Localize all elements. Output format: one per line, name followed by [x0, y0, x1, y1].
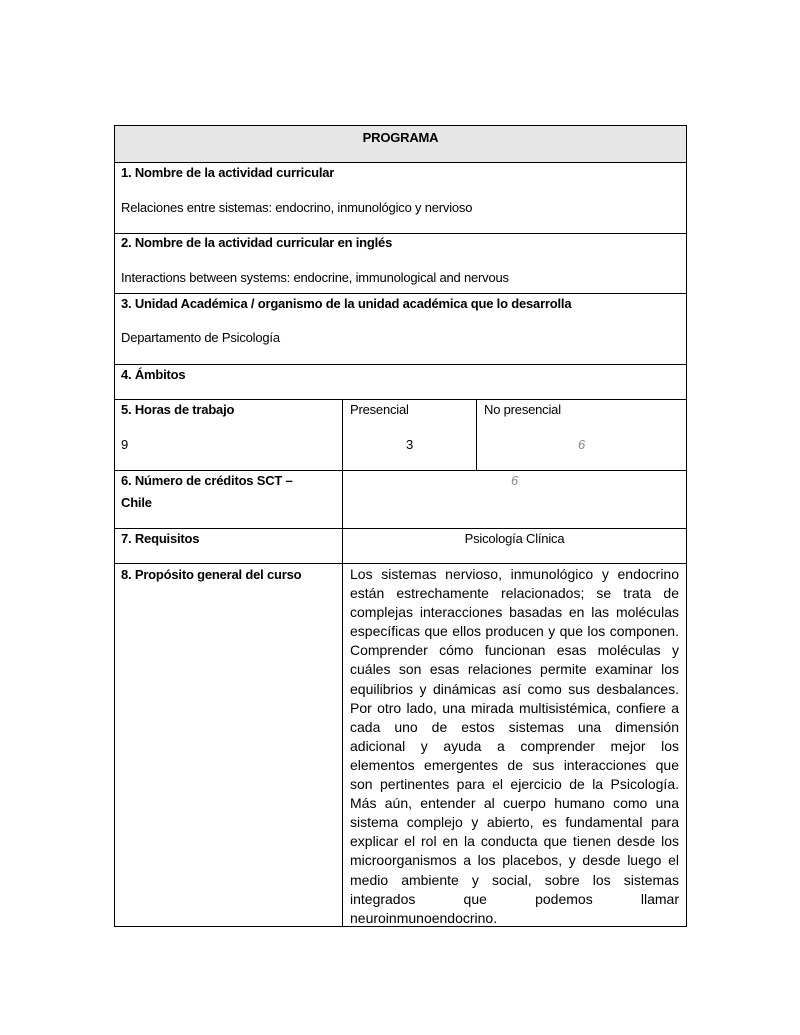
purpose-line: equilibrios y dinámicas así como sus desbalances. [350, 680, 679, 697]
no-presencial-hours: 6 [577, 437, 586, 452]
section-8-label: 8. Propósito general del curso [121, 567, 302, 582]
purpose-line: medio ambiente y social, sobre los sistemas [350, 871, 679, 888]
purpose-line: microorganismos a los placebos, y desde luego el [350, 852, 679, 869]
section-1-label: 1. Nombre de la actividad curricular [121, 165, 335, 180]
course-purpose-text [350, 565, 679, 928]
requirements-value: Psicología Clínica [464, 531, 565, 546]
purpose-line: Más aún, entender al cuerpo humano como una [350, 795, 679, 812]
purpose-line: Los sistemas nervioso, inmunológico y endocrino [350, 566, 679, 582]
no-presencial-label: No presencial [484, 402, 561, 417]
row-8-label-cell [114, 563, 343, 927]
purpose-line: son pertinentes para el ejercicio de la Psicología. [350, 776, 679, 793]
purpose-line: integrados que podemos llamar [350, 890, 679, 907]
section-4-label: 4. Ámbitos [121, 367, 186, 382]
row-4 [114, 364, 687, 400]
presencial-hours: 3 [405, 437, 414, 452]
section-3-label: 3. Unidad Académica / organismo de la unidad académica que lo desarrolla [121, 296, 572, 311]
section-2-label: 2. Nombre de la actividad curricular en inglés [121, 235, 393, 250]
section-3-value: Departamento de Psicología [121, 330, 280, 345]
purpose-line: específicas que ellos producen y que los componen. [350, 623, 679, 640]
purpose-line: sistema complejo y abierto, es fundamental para [350, 814, 679, 831]
section-5-label: 5. Horas de trabajo [121, 402, 235, 417]
purpose-line: cuáles son esas relaciones permite examinar los [350, 661, 679, 678]
credits-value: 6 [510, 473, 519, 488]
purpose-line: Por otro lado, una mirada multisistémica, confiere a [350, 699, 679, 716]
purpose-line: complejas interacciones basadas en las moléculas [350, 604, 679, 621]
purpose-line: adicional y ayuda a comprender mejor los [350, 737, 679, 754]
purpose-line: Comprender cómo funcionan esas moléculas y [350, 642, 679, 659]
section-7-label: 7. Requisitos [121, 531, 200, 546]
table-title: PROGRAMA [362, 130, 439, 145]
purpose-line: están estrechamente relacionados; se trata de [350, 585, 679, 602]
section-2-value: Interactions between systems: endocrine, immunological and nervous [121, 270, 509, 285]
presencial-label: Presencial [350, 402, 409, 417]
section-6-label: 6. Número de créditos SCT – [121, 473, 293, 488]
hours-total: 9 [121, 437, 129, 452]
section-1-value: Relaciones entre sistemas: endocrino, inmunológico y nervioso [121, 200, 473, 215]
purpose-line: elementos emergentes de sus interacciones que [350, 756, 679, 773]
purpose-line: explicar el rol en la conducta que tienen desde los [350, 833, 679, 850]
section-6-label-line2: Chile [121, 495, 152, 510]
purpose-line: neuroinmunoendocrino. [350, 909, 498, 926]
purpose-line: cada uno de estos sistemas una dimensión [350, 718, 679, 735]
